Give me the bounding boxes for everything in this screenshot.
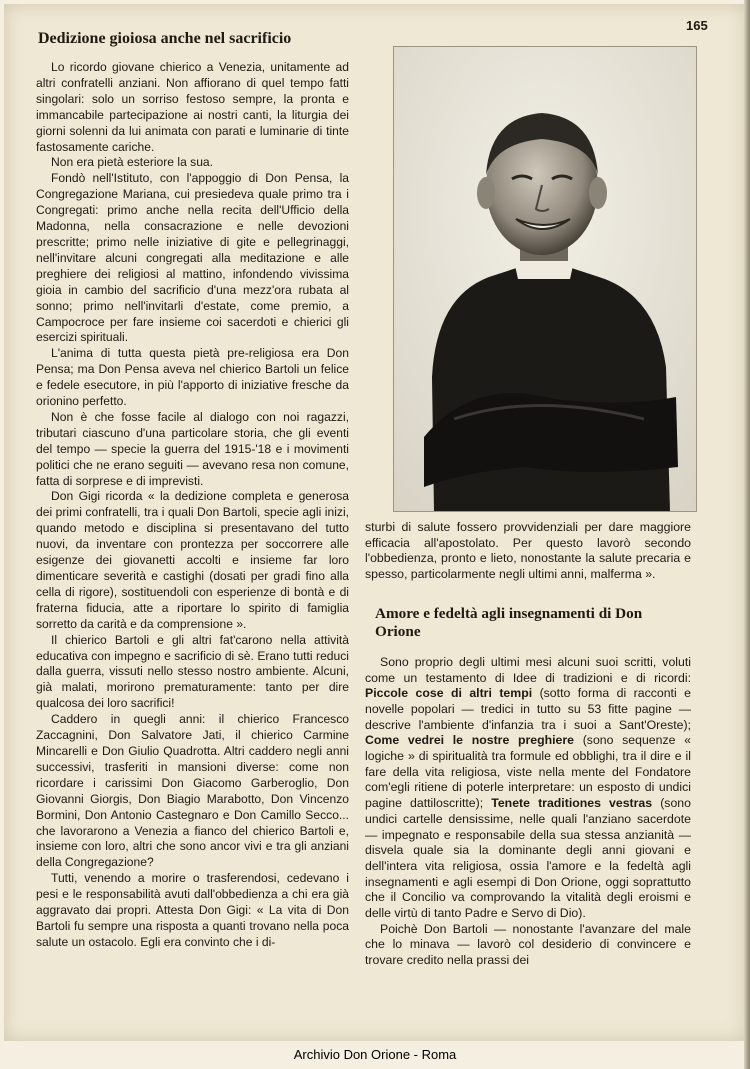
section-heading: Amore e fedeltà agli insegnamenti di Don Orione: [375, 604, 643, 640]
page-number: 165: [686, 18, 708, 33]
portrait-image: [394, 47, 696, 511]
archive-footer: Archivio Don Orione - Roma: [293, 1047, 457, 1062]
bold-title: Piccole cose di altri tempi: [365, 686, 533, 701]
text-run: Sono proprio degli ultimi mesi alcuni suoi scritti, voluti come un testamento di Idee di tradizioni e di ricordi:: [365, 654, 691, 685]
paragraph: Non è che fosse facile al dialogo con noi ragazzi, tributari ciascuno d'una particolare storia, che gli eventi del tempo — specie la guerra del 1915-'18 e i movimenti politici che ne erano seguiti — avevano resa non comune, fatta di sorprese e di imprevisti.: [36, 409, 349, 488]
paragraph: sturbi di salute fossero provvidenziali per dare maggiore efficacia all'apostolato. Per questo lavorò secondo l'obbedienza, pronto e lieto, nonostante la salute precaria e spesso, particolarmente negli ultimi anni, malferma ».: [365, 520, 691, 582]
paragraph: Fondò nell'Istituto, con l'appoggio di Don Pensa, la Congregazione Mariana, cui presiedeva quale primo tra i Congregati: primo anche nella recita dell'Ufficio della Madonna, nella consacrazione e nelle devozioni prescritte; primo nelle iniziative di gite e pellegrinaggi, nell'invitare alcuni congregati alla meditazione e alle preghiere dei religiosi al mattino, infondendo vivissima gioia in cambio del sacrificio d'una mezz'ora rubata al sonno; primo nell'invitarli d'estate, come premio, a Campocroce per fare insieme coi sacerdoti e chierici gli esercizi spirituali.: [36, 171, 349, 345]
right-column: [365, 520, 691, 1030]
paragraph: L'anima di tutta questa pietà pre-religiosa era Don Pensa; ma Don Pensa aveva nel chierico Bartoli un felice e fedele esecutore, in più l'apporto di iniziative fresche da orionino perfetto.: [36, 346, 349, 409]
left-column: [36, 60, 349, 1030]
page-binding-edge: [744, 0, 750, 1069]
bold-title: Come vedrei le nostre preghiere: [365, 733, 575, 748]
paragraph: Don Gigi ricorda « la dedizione completa e generosa dei primi confratelli, tra i quali Don Bartoli, specie agli inizi, quando metodo e disciplina si presentavano del tutto nuovi, da inventare con prontezza per soccorrere alle esigenze dei giovanetti accolti e insieme far loro dimenticare severità e castighi (dosati per gradi fino alla cella di rigore), sostituendoli con esperienze di bontà e di fraterna fiducia, atte a riportare lo spirito di famiglia sorretto da carità e da comprensione ».: [36, 489, 349, 631]
paragraph: Il chierico Bartoli e gli altri fat'carono nella attività educativa con impegno e sacrificio di sè. Erano tutti reduci dalla guerra, vissuti nello stesso nostro ambiente. Alcuni, già malati, morirono prematuramente: tanto per dire qualcosa dei loro sacrifici!: [36, 632, 349, 711]
article-title: Dedizione gioiosa anche nel sacrificio: [38, 30, 292, 47]
paragraph: [365, 655, 691, 922]
paragraph: Non era pietà esteriore la sua.: [51, 155, 214, 170]
text-run: (sono undici cartelle densissime, nelle quali l'anziano sacerdote — impegnato e responsabile della sua stessa anzianità — disvela quale sia la dominante degli anni giovani e dell'intera vita religiosa, ossia l'amore e la fedeltà agli insegnamenti e agli esempi di Don Orione, oggi soprattutto che il Concilio va comprovando la vitalità degli eroismi e delle virtù di tanto Padre e Servo di Dio).: [365, 796, 691, 921]
bold-title: Tenete traditiones vestras: [491, 796, 653, 811]
paragraph: Lo ricordo giovane chierico a Venezia, unitamente ad altri confratelli anziani. Non affiorano di quel tempo fatti singolari: solo un sorriso festoso sempre, la pronta e immancabile partecipazione ai nostri canti, la liturgia dei giorni solenni da lui animata con parati e luminarie di tinte fastosamente cariche.: [36, 60, 349, 154]
text-run: (sotto forma di racconti e novelle popolari — tredici in tutto su 53 fitte pagine — descrive l'ambiente d'infanzia tra i suoi a Sant'Oreste);: [365, 686, 691, 732]
paragraph: Tutti, venendo a morire o trasferendosi, cedevano i pesi e le responsabilità avuti dall'obbedienza a chi era già aggravato dai propri. Attesta Don Gigi: « La vita di Don Bartoli fu sempre una risposta a quanti trovano nella poca salute un ostacolo. Egli era convinto che i di-: [36, 871, 349, 949]
paragraph: Poichè Don Bartoli — nonostante l'avanzare del male che lo minava — lavorò col desiderio di convincere e trovare credito nella prassi dei: [365, 921, 691, 968]
text-run: (sono sequenze « logiche » di spiritualità tra formule ed obblighi, tra il dire e il fare della vita religiosa, viste nella mente del Fondatore com'egli ritiene di poterle interpretare: un esposto di undici pagine dattiloscritte);: [365, 733, 691, 811]
paragraph: Caddero in quegli anni: il chierico Francesco Zaccagnini, Don Salvatore Jati, il chierico Carmine Mincarelli e Don Giulio Quadrotta. Altri caddero negli anni successivi, trasferiti in mansioni diverse: come non ricordare i carissimi Don Giacomo Garberoglio, Don Giovanni Giorgis, Don Biagio Marabotto, Don Vincenzo Bormini, Don Antonio Castegnaro e Don Camillo Secco... che lavorarono a Venezia a fianco del chierico Bartoli e, insieme con loro, altri che sono ancor vivi e tra gli anziani della Congregazione?: [36, 712, 349, 870]
portrait-photo: [393, 46, 697, 512]
